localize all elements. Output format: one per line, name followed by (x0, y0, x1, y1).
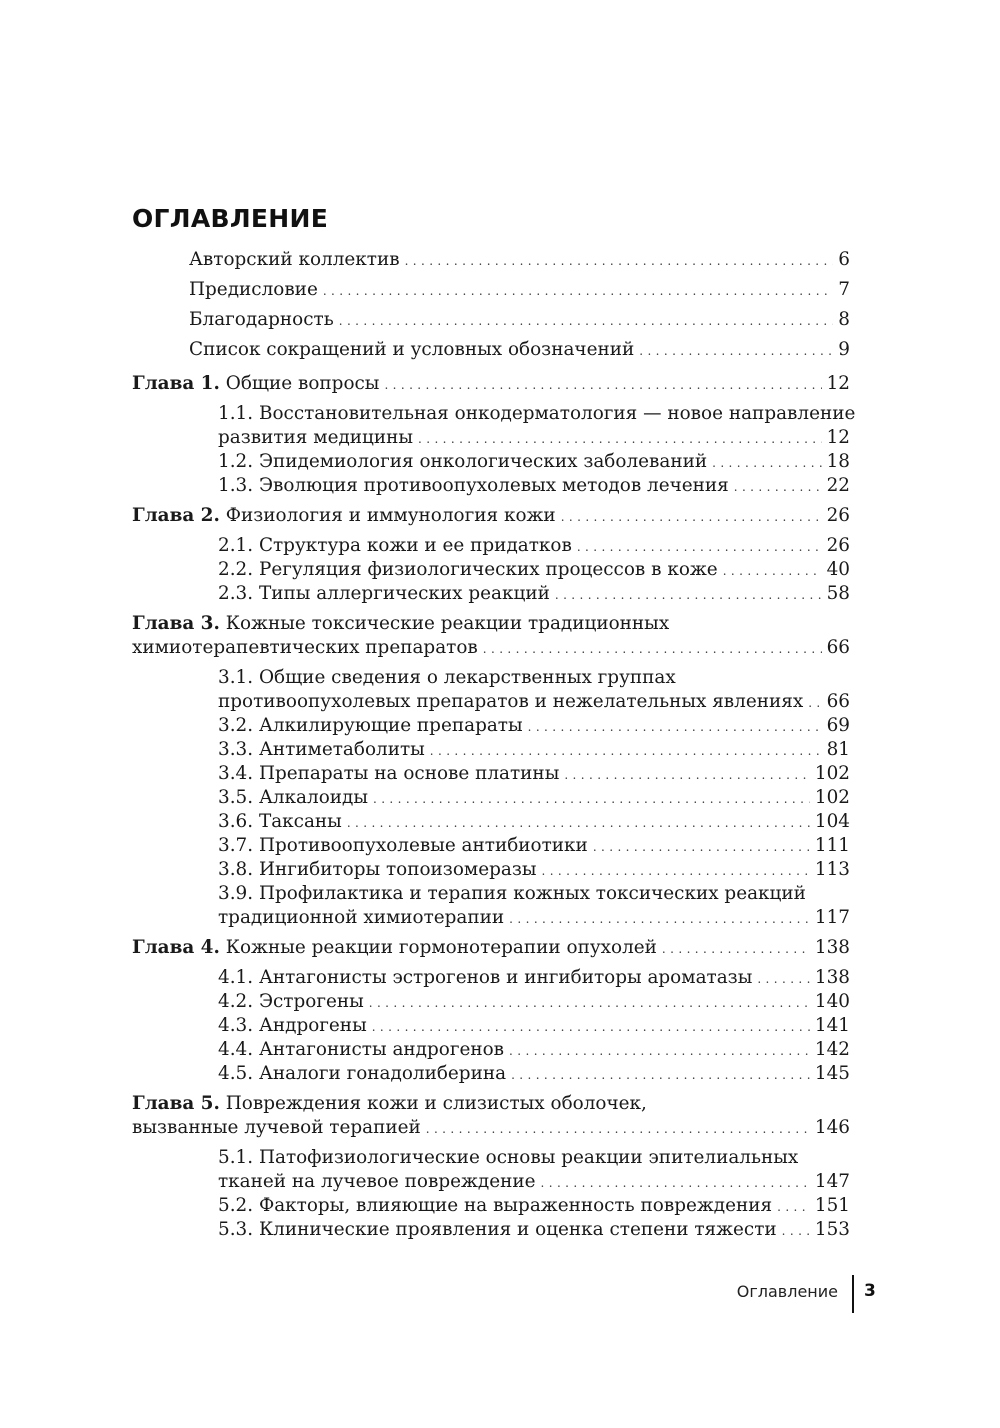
section-entry[interactable] (218, 582, 850, 607)
section-entry[interactable] (218, 1194, 850, 1219)
chapter-2-entry[interactable] (132, 504, 850, 529)
section-label: 3.6. Таксаны (218, 811, 342, 832)
chapter-4-entry[interactable] (132, 936, 850, 961)
chapter-5-line-first[interactable] (132, 1092, 647, 1116)
toc-entry-page: 111 (814, 835, 850, 856)
dot-leader (384, 373, 821, 397)
section-label: 4.1. Антагонисты эстрогенов и ингибиторы ароматазы (218, 967, 753, 988)
section-entry[interactable] (218, 690, 850, 715)
toc-entry-page: 117 (814, 907, 850, 928)
toc-entry-label: Благодарность (189, 309, 334, 330)
toc-entry-label: Список сокращений и условных обозначений (189, 339, 635, 360)
dot-leader (430, 739, 822, 763)
dot-leader (373, 787, 810, 811)
section-entry[interactable] (218, 834, 850, 859)
toc-entry-page: 142 (814, 1039, 850, 1060)
dot-leader (723, 559, 822, 583)
dot-leader (639, 339, 833, 363)
section-label: 5.2. Факторы, влияющие на выраженность повреждения (218, 1195, 773, 1216)
section-label: 2.2. Регуляция физиологических процессов в коже (218, 559, 718, 580)
page-number: 3 (864, 1281, 876, 1301)
section-entry[interactable] (218, 426, 850, 451)
dot-leader (662, 937, 810, 961)
section-label: 4.3. Андрогены (218, 1015, 367, 1036)
chapter-3-entry[interactable] (132, 636, 850, 661)
section-entry[interactable] (218, 1170, 850, 1195)
toc-entry-page: 146 (814, 1117, 850, 1138)
toc-entry-page: 8 (838, 309, 850, 330)
section-label: 2.3. Типы аллергических реакций (218, 583, 550, 604)
section-entry[interactable] (218, 474, 850, 499)
toc-entry-page: 12 (826, 373, 850, 394)
section-label: 4.5. Аналоги гонадолиберина (218, 1063, 507, 1084)
toc-entry-page: 9 (838, 339, 850, 360)
chapter-prefix: Глава 1. (132, 373, 220, 394)
toc-entry[interactable] (189, 308, 850, 333)
dot-leader (561, 505, 822, 529)
section-entry[interactable] (218, 1218, 850, 1243)
dot-leader (541, 1171, 810, 1195)
section-entry[interactable] (218, 966, 850, 991)
chapter-prefix: Глава 3. (132, 613, 220, 634)
toc-entry-page: 26 (826, 535, 850, 556)
section-label: 3.7. Противоопухолевые антибиотики (218, 835, 588, 856)
section-line-first[interactable]: 5.1. Патофизиологические основы реакции эпителиальных (218, 1147, 799, 1168)
section-entry[interactable] (218, 762, 850, 787)
dot-leader (528, 715, 822, 739)
section-entry[interactable] (218, 786, 850, 811)
section-label: развития медицины (218, 427, 414, 448)
toc-entry-page: 104 (814, 811, 850, 832)
chapter-prefix: Глава 4. (132, 937, 220, 958)
toc-entry-page: 12 (826, 427, 850, 448)
section-entry[interactable] (218, 738, 850, 763)
toc-entry-page: 138 (814, 937, 850, 958)
toc-entry-page: 66 (826, 691, 850, 712)
section-entry[interactable] (218, 714, 850, 739)
section-label: тканей на лучевое повреждение (218, 1171, 536, 1192)
dot-leader (369, 991, 810, 1015)
toc-entry-page: 6 (838, 249, 850, 270)
dot-leader (542, 859, 810, 883)
section-label: 3.8. Ингибиторы топоизомеразы (218, 859, 537, 880)
chapter-5-entry[interactable] (132, 1116, 850, 1141)
dot-leader (712, 451, 821, 475)
toc-entry[interactable] (189, 248, 850, 273)
section-entry[interactable] (218, 1062, 850, 1087)
dot-leader (577, 535, 822, 559)
dot-leader (757, 967, 810, 991)
chapter-label (132, 504, 556, 528)
chapter-prefix: Глава 2. (132, 505, 220, 526)
toc-entry-page: 145 (814, 1063, 850, 1084)
dot-leader (426, 1117, 810, 1141)
section-label: 4.2. Эстрогены (218, 991, 364, 1012)
toc-entry-page: 102 (814, 787, 850, 808)
dot-leader (808, 691, 821, 715)
dot-leader (323, 279, 833, 303)
section-entry[interactable] (218, 534, 850, 559)
dot-leader (509, 907, 810, 931)
toc-entry-page: 18 (826, 451, 850, 472)
chapter-3-line-first[interactable] (132, 612, 669, 636)
section-label: 3.4. Препараты на основе платины (218, 763, 560, 784)
toc-entry-page: 40 (826, 559, 850, 580)
section-line-first[interactable]: 3.9. Профилактика и терапия кожных токсических реакций (218, 883, 806, 904)
chapter-title: Общие вопросы (225, 373, 380, 394)
toc-entry-page: 66 (826, 637, 850, 658)
dot-leader (593, 835, 810, 859)
section-label: противоопухолевых препаратов и нежелательных явлениях (218, 691, 804, 712)
toc-entry[interactable] (189, 278, 850, 303)
toc-entry-page: 81 (826, 739, 850, 760)
toc-entry-page: 22 (826, 475, 850, 496)
toc-entry-page: 141 (814, 1015, 850, 1036)
section-label: 3.2. Алкилирующие препараты (218, 715, 523, 736)
section-line-first[interactable]: 3.1. Общие сведения о лекарственных группах (218, 667, 676, 688)
dot-leader (405, 249, 834, 273)
dot-leader (483, 637, 822, 661)
toc-entry-page: 140 (814, 991, 850, 1012)
section-entry[interactable] (218, 1014, 850, 1039)
toc-entry-page: 151 (814, 1195, 850, 1216)
toc-entry-page: 153 (814, 1219, 850, 1240)
toc-entry-page: 69 (826, 715, 850, 736)
section-label: традиционной химиотерапии (218, 907, 505, 928)
dot-leader (734, 475, 822, 499)
section-label: 1.2. Эпидемиология онкологических заболеваний (218, 451, 708, 472)
toc-entry-page: 147 (814, 1171, 850, 1192)
toc-entry-page: 138 (814, 967, 850, 988)
dot-leader (511, 1063, 810, 1087)
toc-entry-page: 26 (826, 505, 850, 526)
toc-entry-page: 102 (814, 763, 850, 784)
toc-entry[interactable] (189, 338, 850, 363)
dot-leader (564, 763, 810, 787)
toc-entry-page: 7 (838, 279, 850, 300)
toc-entry-page: 113 (814, 859, 850, 880)
chapter-title-cont: вызванные лучевой терапией (132, 1117, 421, 1138)
section-label: 3.5. Алкалоиды (218, 787, 368, 808)
dot-leader (777, 1195, 810, 1219)
dot-leader (418, 427, 822, 451)
chapter-title: Кожные токсические реакции традиционных (225, 613, 670, 634)
dot-leader (782, 1219, 810, 1243)
section-label: 3.3. Антиметаболиты (218, 739, 425, 760)
chapter-title: Кожные реакции гормонотерапии опухолей (225, 937, 657, 958)
dot-leader (339, 309, 834, 333)
section-entry[interactable] (218, 558, 850, 583)
section-entry[interactable] (218, 1038, 850, 1063)
dot-leader (347, 811, 810, 835)
section-label: 1.3. Эволюция противоопухолевых методов лечения (218, 475, 729, 496)
chapter-title: Повреждения кожи и слизистых оболочек, (225, 1093, 647, 1114)
toc-entry-label: Авторский коллектив (189, 249, 400, 270)
section-label: 4.4. Антагонисты андрогенов (218, 1039, 505, 1060)
page-title: ОГЛАВЛЕНИЕ (132, 204, 329, 233)
section-entry[interactable] (218, 858, 850, 883)
chapter-prefix: Глава 5. (132, 1093, 220, 1114)
section-entry[interactable] (218, 990, 850, 1015)
section-entry[interactable] (218, 810, 850, 835)
section-line-first[interactable]: 1.1. Восстановительная онкодерматология — новое направление (218, 403, 856, 424)
section-label: 2.1. Структура кожи и ее придатков (218, 535, 572, 556)
section-entry[interactable] (218, 906, 850, 931)
dot-leader (509, 1039, 810, 1063)
chapter-label (132, 372, 379, 396)
chapter-1-entry[interactable] (132, 372, 850, 397)
chapter-title-cont: химиотерапевтических препаратов (132, 637, 478, 658)
chapter-title: Физиология и иммунология кожи (225, 505, 556, 526)
running-footer-label: Оглавление (736, 1282, 838, 1301)
toc-entry-label: Предисловие (189, 279, 318, 300)
dot-leader (372, 1015, 810, 1039)
dot-leader (555, 583, 822, 607)
footer-divider (852, 1275, 854, 1313)
section-entry[interactable] (218, 450, 850, 475)
toc-entry-page: 58 (826, 583, 850, 604)
section-label: 5.3. Клинические проявления и оценка степени тяжести (218, 1219, 777, 1240)
chapter-label (132, 936, 657, 960)
